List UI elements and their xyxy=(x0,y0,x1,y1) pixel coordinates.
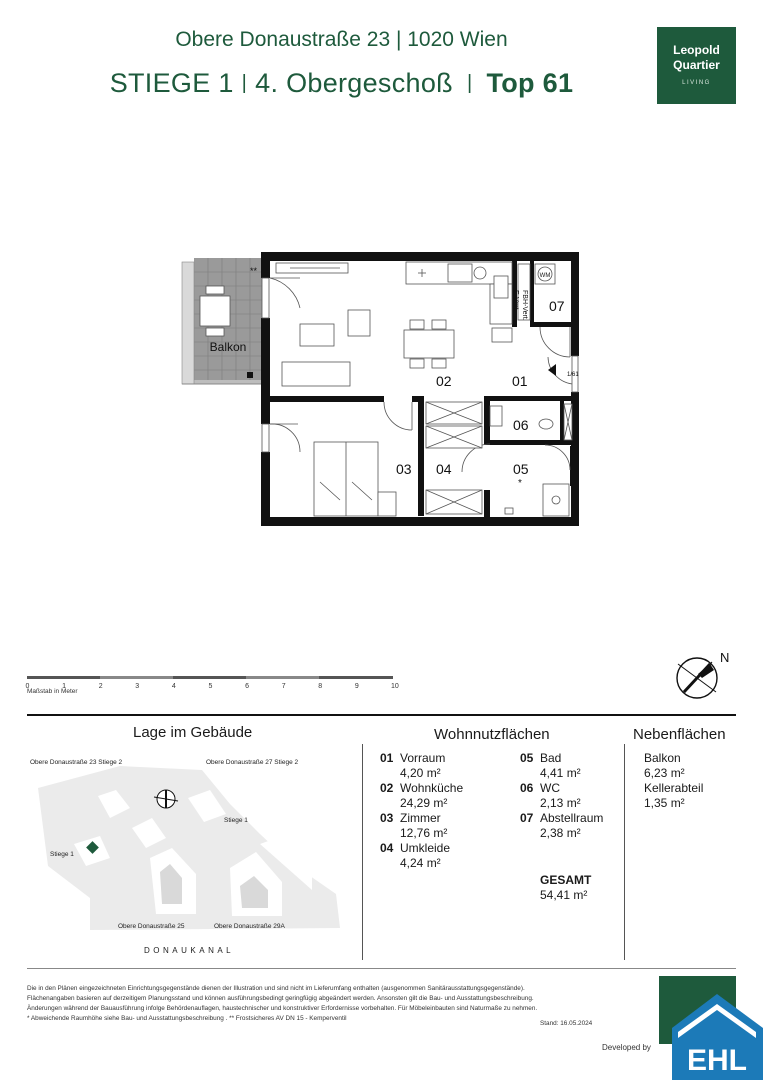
area-name: Wohnküche xyxy=(400,781,464,795)
disclaimer-line: * Abweichende Raumhöhe siehe Bau- und Ausstattungsbeschreibung . ** Frostsicheres AV DN 15 - Kemperventil xyxy=(27,1015,347,1022)
total-value: 54,41 m² xyxy=(540,888,588,902)
disclaimer-line: Die in den Plänen eingezeichneten Einrichtungsgegenstände dienen der Illustration und sind nicht im Lieferumfang enthalten (ausgenommen Sanitärausstattungsgegenstände). xyxy=(27,985,525,992)
area-value: 24,29 m² xyxy=(400,796,448,810)
developed-by: Developed by xyxy=(602,1043,651,1052)
area-value: 4,20 m² xyxy=(400,766,441,780)
disclaimer xyxy=(27,984,602,1024)
area-value: 2,13 m² xyxy=(540,796,581,810)
location-label: Obere Donaustraße 23 Stiege 2 xyxy=(30,759,123,766)
area-value: 4,24 m² xyxy=(400,856,441,870)
scale-bar xyxy=(20,670,410,702)
area-item xyxy=(380,811,463,841)
location-label-kanal: DONAUKANAL xyxy=(144,946,235,955)
footnote-mark-double: ** xyxy=(250,266,258,276)
scale-tick-label: 7 xyxy=(281,683,286,690)
shaft-label-fbh: FBH-Vert. xyxy=(521,290,528,321)
secondary-name: Balkon xyxy=(644,751,681,765)
stand-date: Stand: 16.05.2024 xyxy=(540,1020,593,1027)
scale-tick-label: 8 xyxy=(318,683,323,690)
logo-line1: Leopold xyxy=(673,43,720,57)
area-item xyxy=(380,841,463,871)
location-map xyxy=(20,748,365,960)
footnote-mark-star: * xyxy=(518,478,522,489)
area-item xyxy=(520,781,603,811)
area-item xyxy=(380,781,463,811)
compass-north: N xyxy=(720,650,730,665)
room-label-01: 01 xyxy=(512,373,528,389)
area-item xyxy=(380,751,463,781)
ehl-text: EHL xyxy=(687,1044,747,1077)
scale-tick-label: 6 xyxy=(245,683,250,690)
room-label-04: 04 xyxy=(436,461,452,477)
separator: | xyxy=(241,72,248,94)
scale-caption: Maßstab in Meter xyxy=(27,688,78,695)
area-name: Umkleide xyxy=(400,841,451,855)
scale-tick-label: 2 xyxy=(98,683,103,690)
section-divider xyxy=(27,714,736,716)
area-number: 03 xyxy=(380,811,394,825)
logo-line3: LIVING xyxy=(682,80,711,86)
area-item xyxy=(520,751,603,781)
top-label: Top 61 xyxy=(486,68,574,98)
location-label: Obere Donaustraße 29A xyxy=(214,923,285,930)
area-value: 12,76 m² xyxy=(400,826,448,840)
area-name: Abstellraum xyxy=(540,811,604,825)
total-label: GESAMT xyxy=(540,873,592,887)
door-marker: 1/61 xyxy=(567,372,579,378)
location-label: Stiege 1 xyxy=(224,817,248,824)
area-number: 02 xyxy=(380,781,394,795)
room-label-05: 05 xyxy=(513,461,529,477)
area-name: Vorraum xyxy=(400,751,446,765)
location-label: Stiege 1 xyxy=(50,851,74,858)
room-label-06: 06 xyxy=(513,417,529,433)
floor-label: 4. Obergeschoß xyxy=(255,68,453,98)
area-value: 4,41 m² xyxy=(540,766,581,780)
location-label: Obere Donaustraße 27 Stiege 2 xyxy=(206,759,299,766)
secondary-title: Nebenflächen xyxy=(633,726,726,743)
balcony xyxy=(182,258,262,384)
secondary-list xyxy=(644,751,703,811)
logo-line2: Quartier xyxy=(673,58,720,72)
areas-title: Wohnnutzflächen xyxy=(434,726,550,743)
areas-column-1 xyxy=(380,751,463,871)
walls xyxy=(261,252,579,526)
secondary-value: 6,23 m² xyxy=(644,766,685,780)
room-label-07: 07 xyxy=(549,298,565,314)
scale-tick-label: 3 xyxy=(135,683,140,690)
secondary-name: Kellerabteil xyxy=(644,781,704,795)
scale-tick-label: 10 xyxy=(391,683,399,690)
ehl-logo xyxy=(672,994,763,1080)
room-label-02: 02 xyxy=(436,373,452,389)
area-number: 04 xyxy=(380,841,394,855)
scale-tick-label: 5 xyxy=(208,683,213,690)
scale-tick-label: 0 xyxy=(25,683,30,690)
area-number: 06 xyxy=(520,781,534,795)
scale-tick-label: 9 xyxy=(354,683,359,690)
area-item xyxy=(520,811,603,841)
location-title: Lage im Gebäude xyxy=(133,724,253,741)
area-number: 07 xyxy=(520,811,534,825)
area-name: Zimmer xyxy=(400,811,441,825)
compass xyxy=(670,646,740,706)
scale-tick-label: 4 xyxy=(171,683,176,690)
room-label-03: 03 xyxy=(396,461,412,477)
balcony-label: Balkon xyxy=(209,340,247,354)
separator: | xyxy=(466,72,473,94)
shaft-label-e: E-Vert. xyxy=(512,290,519,312)
address-heading: Obere Donaustraße 23 | 1020 Wien xyxy=(175,28,508,51)
area-number: 05 xyxy=(520,751,534,765)
area-value: 2,38 m² xyxy=(540,826,581,840)
footer-divider xyxy=(27,968,736,969)
location-label: Obere Donaustraße 25 xyxy=(118,923,185,930)
area-name: Bad xyxy=(540,751,562,765)
washing-machine-label: WM xyxy=(539,273,551,279)
scale-tick-label: 1 xyxy=(62,683,67,690)
secondary-value: 1,35 m² xyxy=(644,796,685,810)
area-number: 01 xyxy=(380,751,394,765)
disclaimer-line: Änderungen während der Bauausführung infolge Behördenauflagen, haustechnischer und konstruktiver Erfordernisse vorbehalten. Für Möbeleinbauten sind Naturmaße zu nehmen. xyxy=(27,1005,538,1012)
disclaimer-line: Flächenangaben basieren auf derzeitigem Planungsstand und können ausführungsbedingt geringfügig abgeändert werden. Ansonsten gilt die Bau- und Ausstattungsbeschreibung. xyxy=(27,995,534,1002)
area-name: WC xyxy=(540,781,560,795)
areas-column-2 xyxy=(520,751,603,841)
column-divider xyxy=(624,744,625,960)
stair-label: STIEGE 1 xyxy=(109,68,234,98)
